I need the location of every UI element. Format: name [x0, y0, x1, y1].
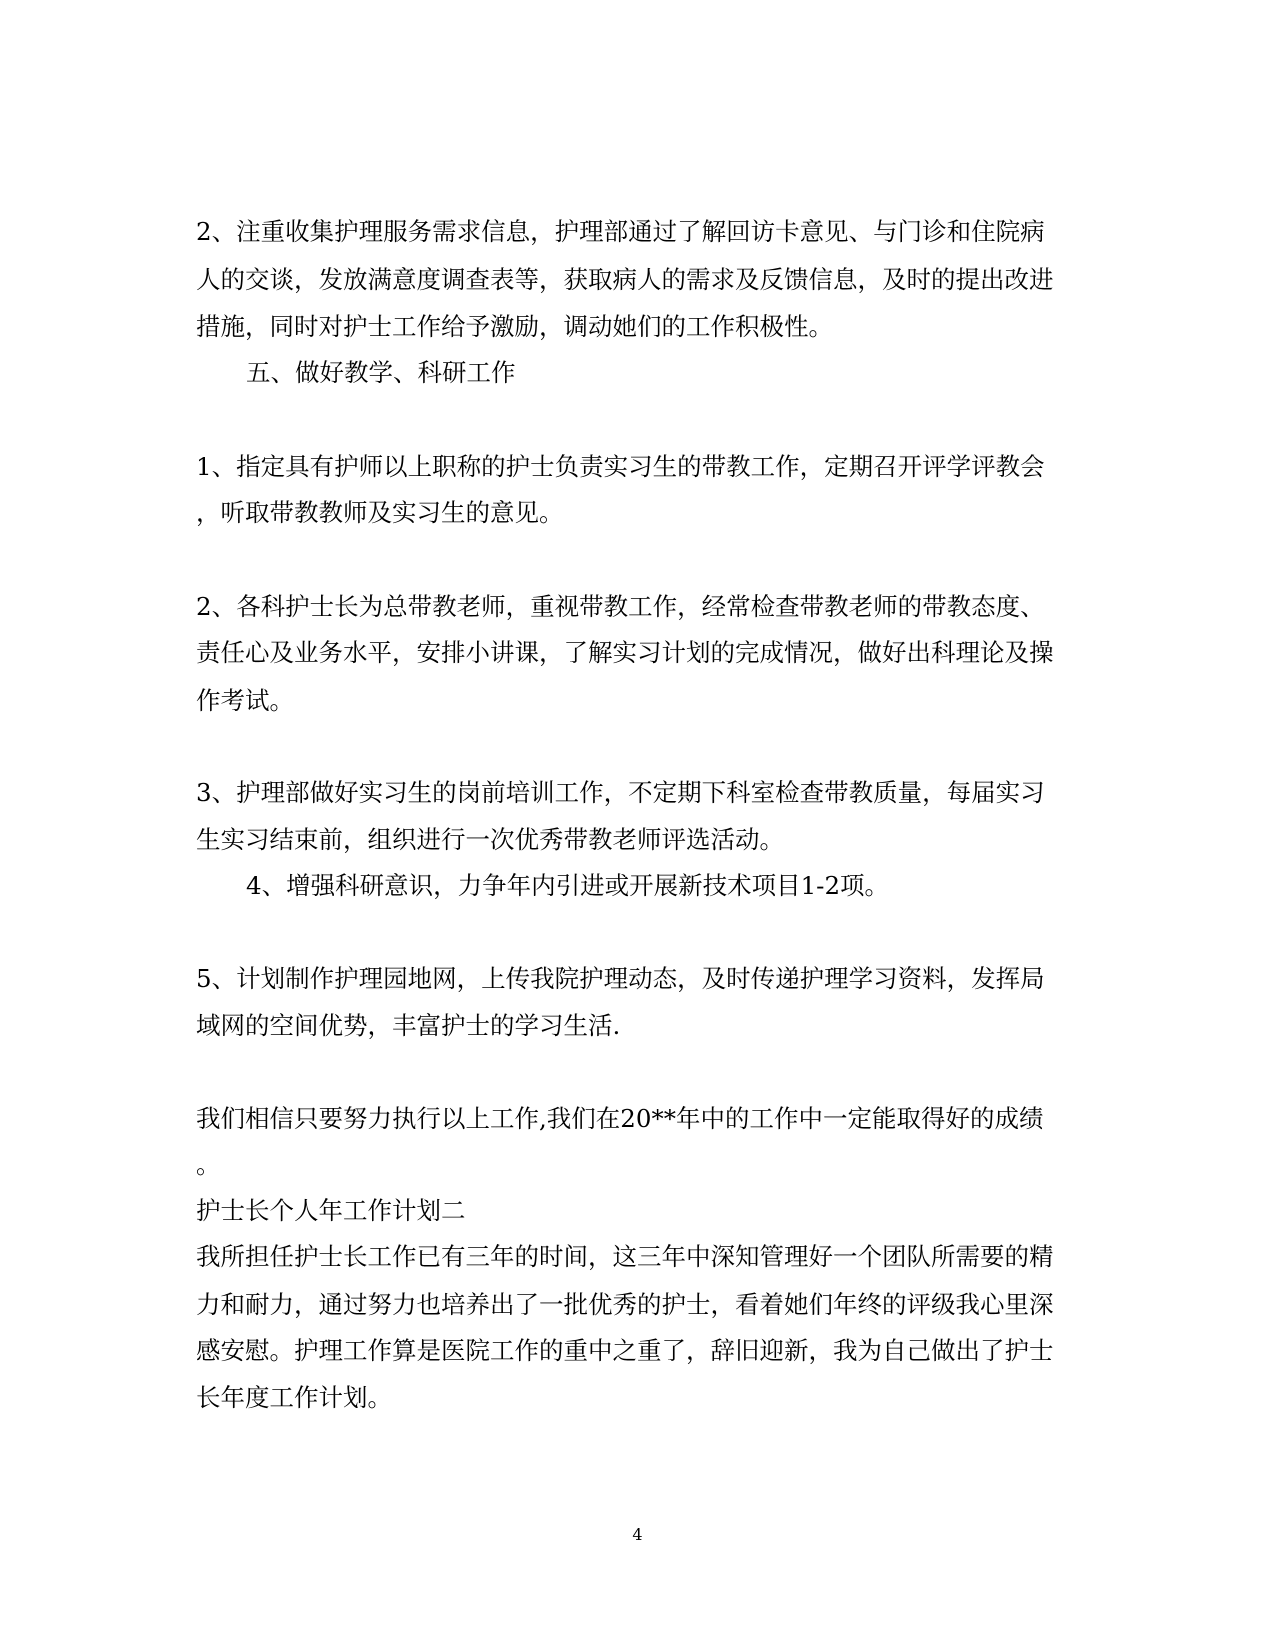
- paragraph-line: 。: [196, 1150, 221, 1179]
- paragraph-line: 域网的空间优势，丰富护士的学习生活.: [196, 1011, 621, 1040]
- paragraph-line: 1、指定具有护师以上职称的护士负责实习生的带教工作，定期召开评学评教会: [196, 452, 1045, 481]
- page-number: 4: [632, 1525, 643, 1544]
- section-heading: 五、做好教学、科研工作: [246, 358, 516, 387]
- paragraph-line: 长年度工作计划。: [196, 1383, 392, 1412]
- paragraph-line: 4、增强科研意识，力争年内引进或开展新技术项目1-2项。: [246, 871, 890, 900]
- paragraph-line: 2、各科护士长为总带教老师，重视带教工作，经常检查带教老师的带教态度、: [196, 592, 1045, 621]
- paragraph-line: 生实习结束前，组织进行一次优秀带教老师评选活动。: [196, 825, 784, 854]
- paragraph-line: 3、护理部做好实习生的岗前培训工作，不定期下科室检查带教质量，每届实习: [196, 778, 1045, 807]
- paragraph-line: 力和耐力，通过努力也培养出了一批优秀的护士，看着她们年终的评级我心里深: [196, 1290, 1054, 1319]
- paragraph-line: 人的交谈，发放满意度调查表等，获取病人的需求及反馈信息，及时的提出改进: [196, 265, 1054, 294]
- paragraph-line: 5、计划制作护理园地网，上传我院护理动态，及时传递护理学习资料，发挥局: [196, 964, 1045, 993]
- paragraph-line: 作考试。: [196, 686, 294, 715]
- paragraph-line: 我们相信只要努力执行以上工作,我们在20**年中的工作中一定能取得好的成绩: [196, 1104, 1044, 1133]
- paragraph-line: 感安慰。护理工作算是医院工作的重中之重了，辞旧迎新，我为自己做出了护士: [196, 1336, 1054, 1365]
- paragraph-line: 我所担任护士长工作已有三年的时间，这三年中深知管理好一个团队所需要的精: [196, 1242, 1054, 1271]
- paragraph-line: ，听取带教教师及实习生的意见。: [196, 498, 564, 527]
- paragraph-line: 措施，同时对护士工作给予激励，调动她们的工作积极性。: [196, 312, 833, 341]
- paragraph-line: 责任心及业务水平，安排小讲课，了解实习计划的完成情况，做好出科理论及操: [196, 638, 1054, 667]
- paragraph-line: 2、注重收集护理服务需求信息，护理部通过了解回访卡意见、与门诊和住院病: [196, 217, 1045, 246]
- section-title: 护士长个人年工作计划二: [196, 1196, 466, 1225]
